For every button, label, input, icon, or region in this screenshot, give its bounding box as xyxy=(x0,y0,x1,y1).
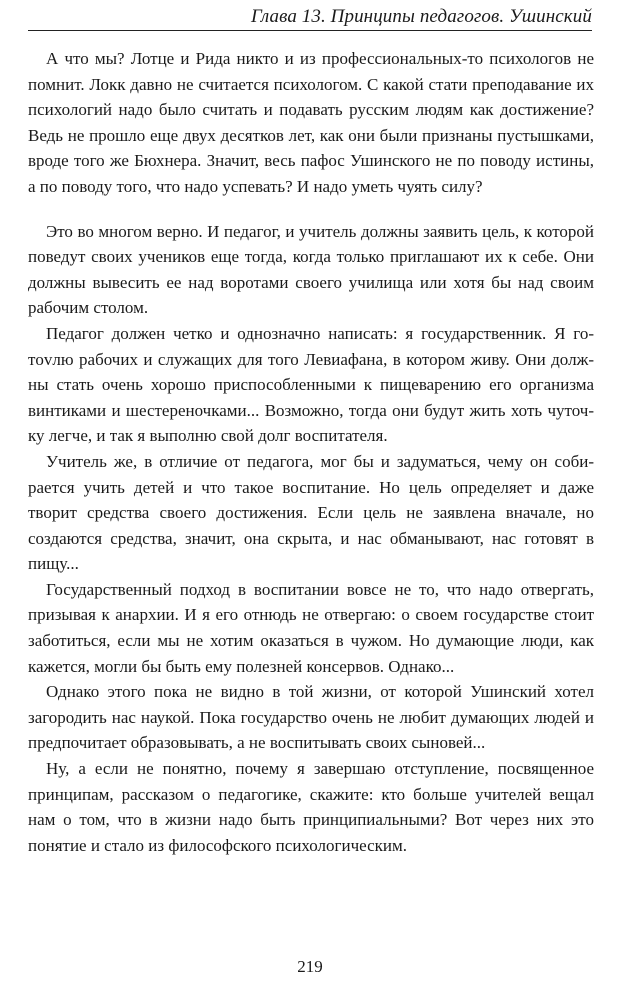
running-header xyxy=(28,4,592,31)
paragraph: Педагог должен четко и однозначно написать: я государственник. Я готovлю рабочих и служащих для того Левиафана, в котором живу. Они должны стать очень хорошо приспособленными к пищеварению его организма винтиками и шестереночками... Возможно, тогда они будут жить хоть чуточку легче, и так я выполню свой долг воспитателя. xyxy=(28,323,594,446)
paragraph: А что мы? Лотце и Рида никто и из профессиональных-то психологов не помнит. Локк давно не считается психологом. С какой стати преподавание их психологий надо было считать и подавать русским людям как достижение? Ведь не прошло еще двух десятков лет, как они были признаны пустышками, вроде того же Бюхнера. Значит, весь пафос Ушинского не по поводу истины, а по поводу того, что надо успевать? И надо уметь чуять силу? xyxy=(28,49,594,196)
paragraph: Учитель же, в отличие от педагога, мог бы и задуматься, чему он собирается учить детей и что такое воспитание. Но цель определяет и даже творит средства своего достижения. Если цель не заявлена вначале, но создаются средства, значит, она скрыта, и нас обманывают, нас готовят в пищу... xyxy=(28,451,594,574)
body-text xyxy=(28,46,594,858)
paragraph: Это во многом верно. И педагог, и учитель должны заявить цель, к которой поведут своих учеников еще тогда, когда только приглашают их к себе. Они должны вывесить ее над воротами своего училища или хотя бы над своим рабочим столом. xyxy=(28,221,594,318)
paragraph: Однако этого пока не видно в той жизни, от которой Ушинский хотел загородить нас наукой. Пока государство очень не любит думающих людей и предпочитает образовывать, а не воспитывать своих сыновей... xyxy=(28,682,594,753)
paragraph: Ну, а если не понятно, почему я завершаю отступление, посвященное принципам, рассказом о педагогике, скажите: кто больше учителей вещал нам о том, что в жизни надо быть принципиальными? Вот через них это понятие и стало из философского психологическим. xyxy=(28,759,594,855)
page-number: 219 xyxy=(297,957,323,976)
running-title: Глава 13. Принципы педагогов. Ушинский xyxy=(250,6,592,27)
paragraph: Государственный подход в воспитании вовсе не то, что надо отвергать, призывая к анархии. И я его отнюдь не отвергаю: о своем государстве стоит заботиться, если мы не хотим оказаться в чужом. Но думающие люди, как кажется, могли бы быть ему полезней консервов. Однако... xyxy=(28,579,594,676)
